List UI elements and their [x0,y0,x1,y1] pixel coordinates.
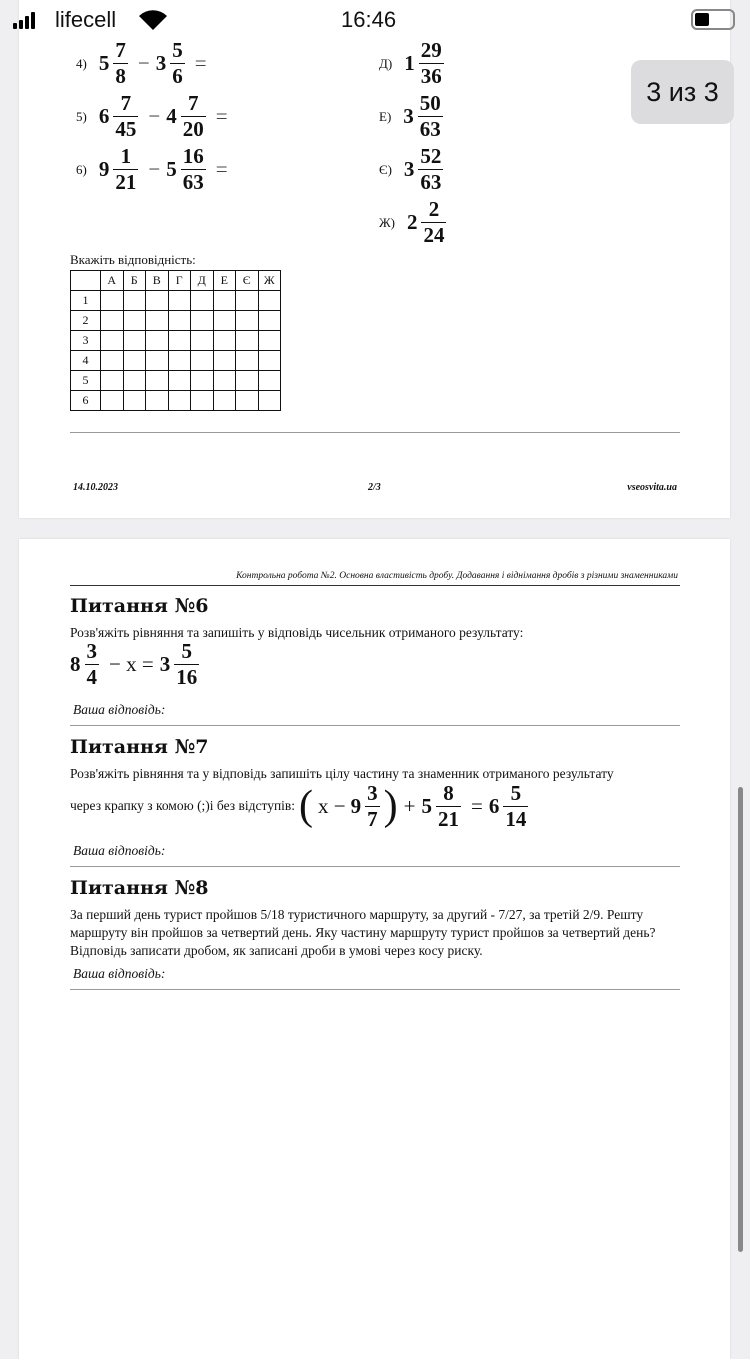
exercise-item [76,40,213,87]
math-part [418,146,443,193]
column-header: В [146,271,169,291]
table-cell [213,291,236,311]
denominator: 63 [419,117,441,141]
table-cell [168,331,191,351]
row-header: 4 [71,351,101,371]
table-cell [236,291,259,311]
question-7-answer-label[interactable]: Ваша відповідь: [73,843,166,858]
table-cell [123,371,146,391]
table-cell [101,371,124,391]
math-part: 3 [155,51,167,75]
carrier: lifecell [55,7,117,32]
table-cell [191,371,214,391]
question-6-text: Розв'яжіть рівняння та запишіть у відповідь чисельник отриманого результату: [70,625,524,640]
table-cell [123,311,146,331]
math-part: 4 [166,104,177,128]
table-cell [123,391,146,411]
eq-plus: + [403,793,416,818]
question-8-title: Питання №8 [70,877,209,899]
table-cell [191,311,214,331]
table-cell [101,351,124,371]
eq-whole: 6 [488,793,500,818]
table-cell [213,391,236,411]
denominator: 21 [115,170,137,194]
row-header: 6 [71,391,101,411]
math-part [113,93,138,140]
math-part [419,40,444,87]
math-part [421,199,446,246]
table-cell [168,291,191,311]
math-part [181,93,206,140]
table-cell [236,311,259,331]
question-6-title: Питання №6 [70,595,209,617]
denominator: 21 [437,806,459,831]
eq-fraction [85,641,100,688]
column-header: А [101,271,124,291]
table-cell [213,331,236,351]
question-6-equation [70,641,203,688]
numerator: 8 [443,780,454,805]
exercise-item [76,146,234,193]
table-cell [258,331,281,351]
table-cell [146,351,169,371]
table-cell [101,331,124,351]
math-part: = [215,104,228,128]
question-8-text: За перший день турист пройшов 5/18 туристичного маршруту, за другий - 7/27, за третій 2/9. Решту маршруту він пройшов за четвертий день. Яку частину маршруту турист пройшов за четвертий день? Відповідь записати дробом, як записані дроби в умові через косу риску. [70,907,656,958]
math-part: 4) [76,55,87,71]
math-part [418,93,443,140]
math-part: − [148,157,161,181]
signal-icon [13,12,35,29]
table-cell [191,391,214,411]
table-cell [123,351,146,371]
eq-fraction [503,780,528,831]
wifi-icon [137,8,169,32]
page-header: Контрольна робота №2. Основна властивість дробу. Додавання і віднімання дробів з різними знаменниками [236,571,678,581]
table-row [71,311,281,331]
table-cell [101,391,124,411]
column-header: Е [213,271,236,291]
table-cell [191,351,214,371]
numerator: 16 [182,144,204,168]
table-cell [123,291,146,311]
math-part: 6) [76,161,87,177]
column-header [71,271,101,291]
battery-icon [691,9,735,30]
denominator: 63 [420,170,442,194]
table-cell [258,371,281,391]
question-7-equation-line [70,782,532,830]
eq-whole: 5 [421,793,432,818]
table-cell [146,311,169,331]
column-header: Д [191,271,214,291]
paren: ( [299,783,314,829]
numerator: 29 [420,38,442,62]
eq-whole: 8 [70,652,81,676]
table-row [71,351,281,371]
table-cell [123,331,146,351]
math-part: Е) [379,108,392,124]
eq-whole: 9 [350,793,362,818]
row-header: 3 [71,331,101,351]
math-part: Є) [379,161,392,177]
math-part: 5 [166,157,177,181]
table-cell [146,291,169,311]
denominator: 4 [86,665,97,689]
table-cell [101,311,124,331]
math-part: Ж) [379,214,395,230]
math-part [113,146,138,193]
denominator: 6 [172,64,183,88]
eq-fraction [174,641,199,688]
answer-option [379,199,450,246]
column-header: Є [236,271,259,291]
table-cell [146,391,169,411]
table-cell [101,291,124,311]
math-part: 1 [404,51,415,75]
table-cell [168,351,191,371]
pdf-page-3 [19,539,730,1359]
numerator: 52 [420,144,442,168]
exercise-item [76,93,234,140]
paren: ) [383,783,398,829]
denominator: 8 [115,64,126,88]
clock: 16:46 [341,7,397,32]
question-7-text-2: через крапку з комою (;)і без відступів: [70,798,296,813]
table-row [71,291,281,311]
denominator: 36 [420,64,442,88]
match-title: Вкажіть відповідність: [70,252,196,267]
table-row [71,331,281,351]
answer-option [379,40,448,87]
math-part: 9 [98,157,110,181]
table-cell [168,391,191,411]
numerator: 1 [120,144,132,168]
answer-option [379,146,447,193]
denominator: 14 [505,806,527,831]
scrollbar[interactable] [738,787,743,1252]
row-header: 1 [71,291,101,311]
math-part [113,40,128,87]
page-counter-badge: 3 из 3 [631,60,734,124]
table-cell [258,291,281,311]
column-header: Г [168,271,191,291]
table-header-row [71,271,281,291]
eq-whole: 3 [159,652,171,676]
column-header: Ж [258,271,281,291]
footer-date: 14.10.2023 [73,482,118,493]
table-cell [258,311,281,331]
table-cell [191,331,214,351]
math-part: = [194,51,207,75]
numerator: 2 [428,197,440,221]
answer-option [379,93,447,140]
math-part: − [137,51,150,75]
eq-x: x − [318,793,346,818]
math-part: 5) [76,108,87,124]
eq-middle: − x = [109,652,154,676]
math-part: = [215,157,228,181]
eq-fraction [436,780,461,831]
math-part: 3 [403,104,414,128]
numerator: 50 [419,91,441,115]
status-bar [0,0,750,40]
denominator: 24 [423,223,445,247]
question-7-text: Розв'яжіть рівняння та у відповідь запишіть цілу частину та знаменник отриманого результату [70,766,614,781]
question-8-answer-label[interactable]: Ваша відповідь: [73,966,166,981]
denominator: 16 [176,665,198,689]
math-part [181,146,206,193]
numerator: 5 [181,639,192,663]
table-cell [236,371,259,391]
question-7-title: Питання №7 [70,736,209,758]
math-part: 3 [403,157,415,181]
table-cell [191,291,214,311]
table-cell [168,311,191,331]
table-cell [213,351,236,371]
table-row [71,371,281,391]
table-cell [146,371,169,391]
table-cell [258,391,281,411]
math-part [170,40,185,87]
math-part: Д) [379,55,393,71]
match-table [70,270,281,411]
table-cell [236,331,259,351]
numerator: 3 [86,639,97,663]
table-cell [168,371,191,391]
pdf-page-2 [19,0,730,518]
numerator: 5 [172,38,183,62]
numerator: 7 [120,91,132,115]
denominator: 63 [182,170,204,194]
math-part: − [148,104,161,128]
numerator: 5 [510,780,522,805]
denominator: 20 [182,117,204,141]
footer-page: 2/3 [368,482,381,493]
eq-fraction [365,780,380,831]
row-header: 2 [71,311,101,331]
math-part: 5 [98,51,110,75]
row-header: 5 [71,371,101,391]
footer-site: vseosvita.ua [627,482,677,493]
table-cell [146,331,169,351]
numerator: 7 [115,38,126,62]
table-cell [213,311,236,331]
column-header: Б [123,271,146,291]
table-cell [236,351,259,371]
table-row [71,391,281,411]
table-cell [213,371,236,391]
denominator: 7 [367,806,378,831]
table-cell [258,351,281,371]
math-part: 6 [98,104,110,128]
eq-equals: = [470,793,483,818]
math-part: 2 [406,210,418,234]
numerator: 3 [367,780,378,805]
question-6-answer-label[interactable]: Ваша відповідь: [73,702,166,717]
table-cell [236,391,259,411]
numerator: 7 [187,91,199,115]
denominator: 45 [115,117,137,141]
